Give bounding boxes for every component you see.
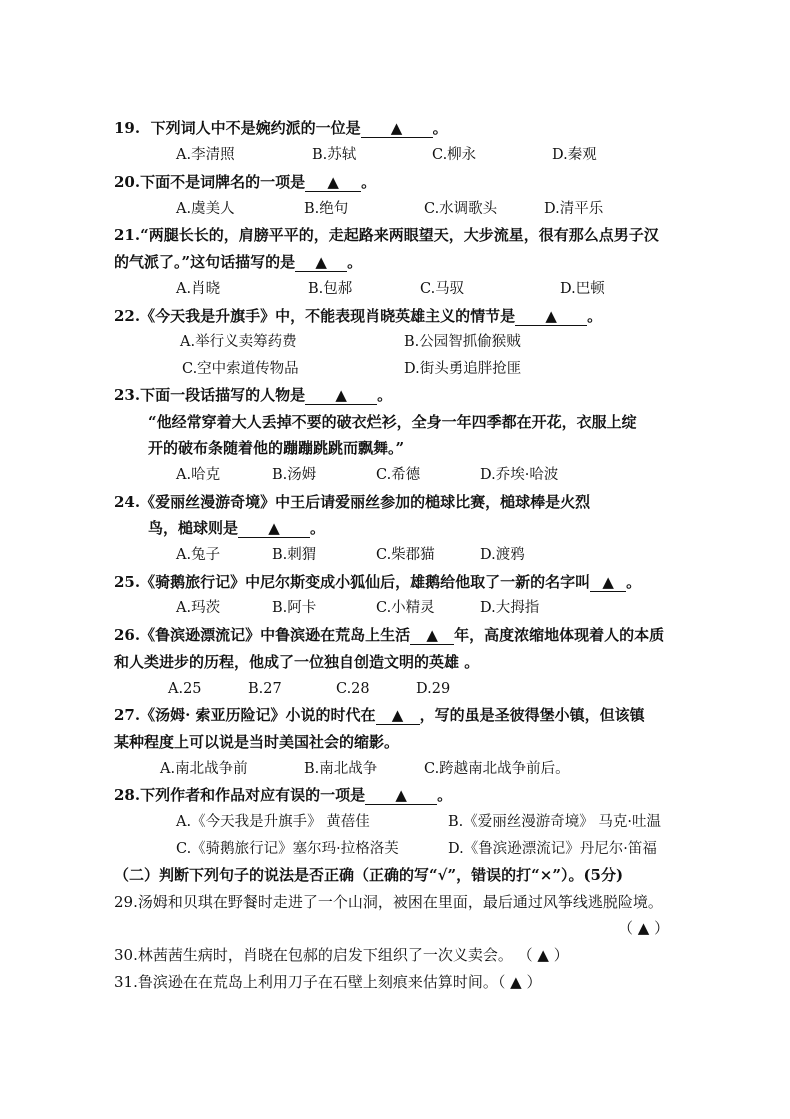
option: B.刺猬 [272,547,317,563]
option: B.绝句 [304,201,349,217]
answer-blank: ▲ [410,627,454,645]
option: B.南北战争 [304,761,378,777]
option: B.苏轼 [312,147,357,163]
question-27-line2: 某种程度上可以说是当时美国社会的缩影。 [114,733,400,751]
judgment-30: 30.林茜茜生病时，肖晓在包郝的启发下组织了一次义卖会。 （ ▲ ） [114,946,569,964]
option: D.《鲁滨逊漂流记》丹尼尔·笛福 [448,841,657,857]
option: B.《爱丽丝漫游奇境》 马克·吐温 [448,814,661,830]
option: A.哈克 [176,467,221,483]
option: D.29 [416,681,451,697]
option: C.空中索道传物品 [182,361,299,377]
judgment-29-paren: （ ▲ ） [618,919,670,937]
judgment-31: 31.鲁滨逊在在荒岛上利用刀子在石壁上刻痕来估算时间。（ ▲ ） [114,973,542,991]
answer-blank: ▲ [365,787,437,805]
option: C.希德 [376,467,421,483]
question-28: 28.下列作者和作品对应有误的一项是 ▲ 。 [114,786,453,804]
question-25: 25.《骑鹅旅行记》中尼尔斯变成小狐仙后，雄鹅给他取了一新的名字叫 ▲ 。 [114,573,642,591]
question-21-line2: 的气派了。”这句话描写的是 ▲ 。 [114,253,363,271]
quote-passage-cont: 开的破布条随着他的蹦蹦跳跳而飘舞。” [148,439,405,457]
quote-passage: “他经常穿着大人丢掉不要的破衣烂衫，全身一年四季都在开花，衣服上绽 [148,413,637,431]
option: C.柴郡猫 [376,547,435,563]
question-19: 19. 下列词人中不是婉约派的一位是 ▲ 。 [114,119,448,137]
option: A.举行义卖筹药费 [180,334,297,350]
option: B.27 [248,681,282,697]
option: A.25 [168,681,202,697]
option: C.水调歌头 [424,201,498,217]
option: D.巴顿 [560,281,605,297]
judgment-29: 29.汤姆和贝琪在野餐时走进了一个山洞，被困在里面，最后通过风筝线逃脱险境。 [114,893,663,911]
option: D.渡鸦 [480,547,525,563]
option: C.柳永 [432,147,477,163]
question-24-line2: 鸟，槌球则是 ▲ 。 [148,519,326,537]
answer-blank: ▲ [238,520,310,538]
answer-blank: ▲ [515,308,587,326]
option: A.肖晓 [176,281,221,297]
answer-blank: ▲ [376,707,420,725]
answer-blank: ▲ [361,120,433,138]
question-27: 27.《汤姆· 索亚历险记》小说的时代在 ▲ ，写的虽是圣彼得堡小镇，但该镇 [114,706,645,724]
question-20: 20.下面不是词牌名的一项是 ▲ 。 [114,173,377,191]
option: C.跨越南北战争前后。 [424,761,570,777]
option: D.街头勇追胖抢匪 [404,361,522,377]
option: D.大拇指 [480,600,540,616]
option: D.秦观 [552,147,597,163]
option: B.包郝 [308,281,353,297]
option: C.《骑鹅旅行记》塞尔玛·拉格洛芙 [176,841,399,857]
option: D.清平乐 [544,201,604,217]
question-24: 24.《爱丽丝漫游奇境》中王后请爱丽丝参加的槌球比赛，槌球棒是火烈 [114,493,591,511]
answer-blank: ▲ [305,174,361,192]
answer-blank: ▲ [590,574,626,592]
option: C.28 [336,681,370,697]
question-23: 23.下面一段话描写的人物是 ▲ 。 [114,386,393,404]
option: D.乔埃·哈波 [480,467,559,483]
option: B.公园智抓偷猴贼 [404,334,521,350]
option: B.阿卡 [272,600,317,616]
section-heading: （二）判断下列句子的说法是否正确（正确的写“√”，错误的打“×”）。(5分) [114,866,624,884]
question-21: 21.“两腿长长的，肩膀平平的，走起路来两眼望天，大步流星，很有那么点男子汉 [114,226,659,244]
option: A.《今天我是升旗手》 黄蓓佳 [176,814,370,830]
option: A.南北战争前 [160,761,248,777]
option: A.李清照 [176,147,235,163]
option: C.马驭 [420,281,465,297]
option: B.汤姆 [272,467,317,483]
question-26: 26.《鲁滨逊漂流记》中鲁滨逊在荒岛上生活 ▲ 年，高度浓缩地体现着人的本质 [114,626,665,644]
answer-blank: ▲ [295,254,347,272]
answer-blank: ▲ [305,387,377,405]
option: C.小精灵 [376,600,435,616]
question-22: 22.《今天我是升旗手》中，不能表现肖晓英雄主义的情节是 ▲ 。 [114,307,603,325]
option: A.玛茨 [176,600,221,616]
option: A.虞美人 [176,201,235,217]
question-26-line2: 和人类进步的历程，他成了一位独自创造文明的英雄 。 [114,653,480,671]
option: A.兔子 [176,547,221,563]
